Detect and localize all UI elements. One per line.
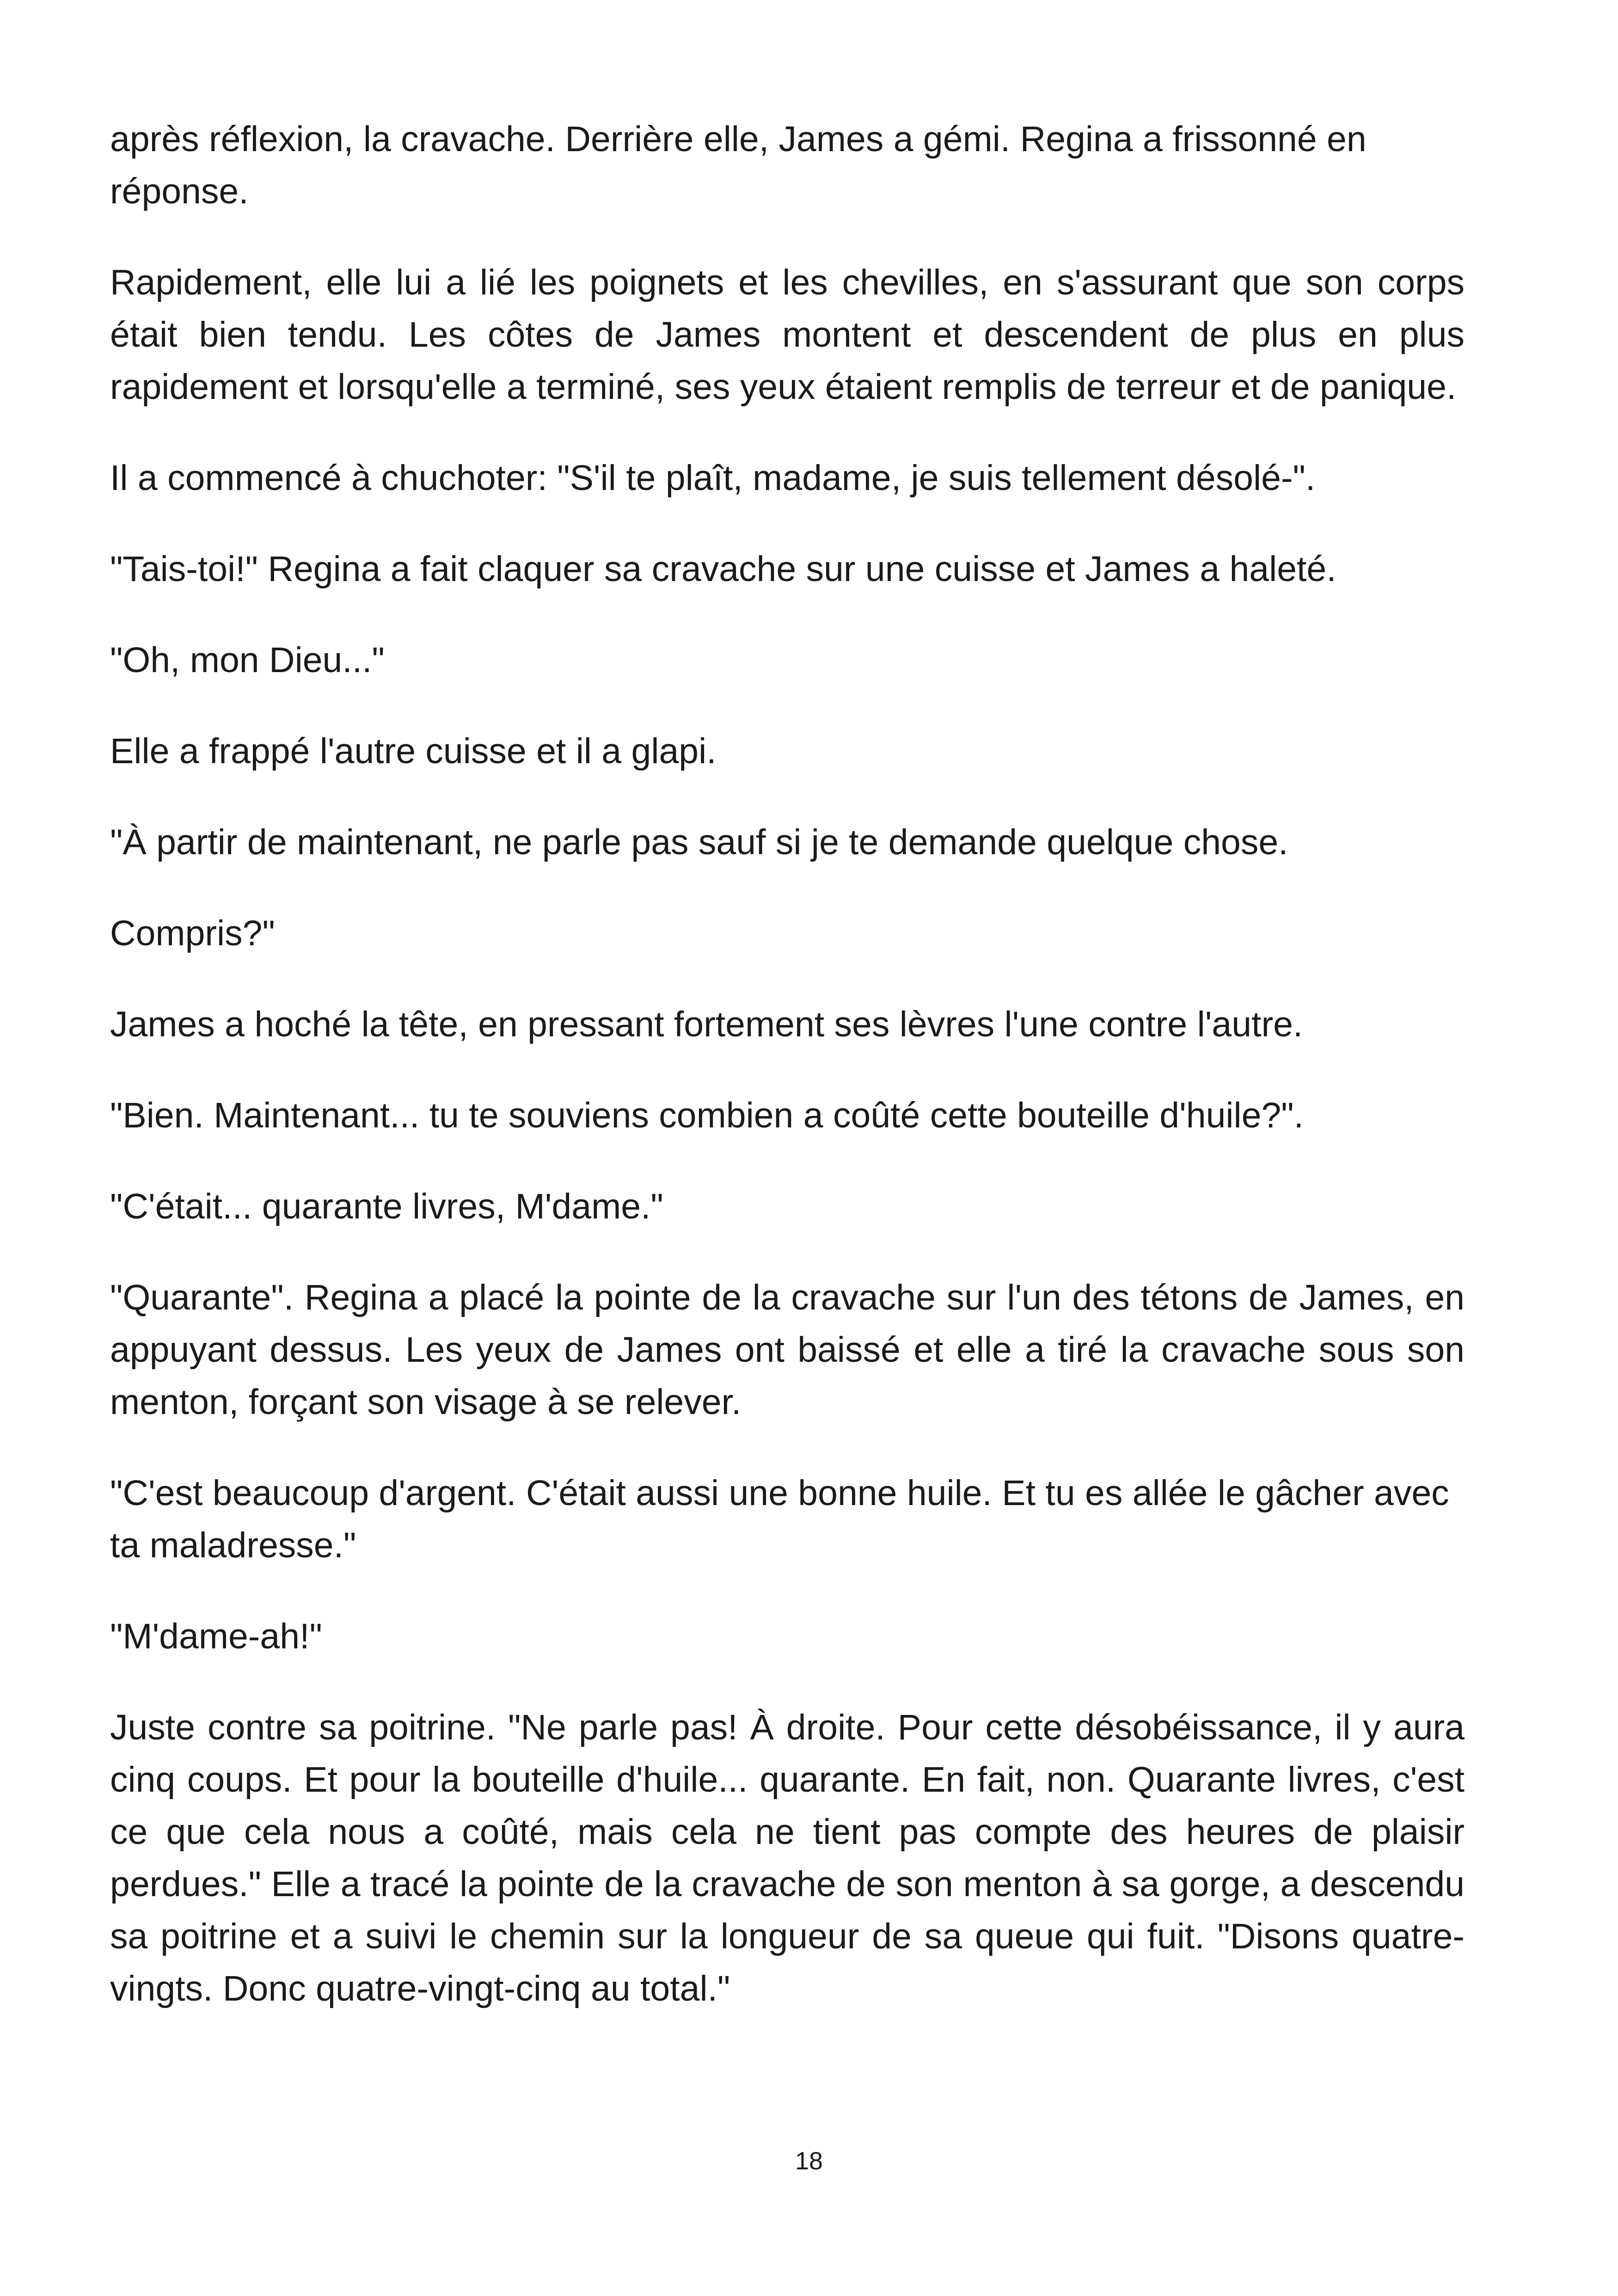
paragraph-2: Rapidement, elle lui a lié les poignets et les chevilles, en s'assurant que son corps était bien tendu. Les côtes de James montent et descendent de plus en plus rapidement et lorsqu'elle a terminé, ses yeux étaient remplis de terreur et de panique. <box>110 263 1465 407</box>
paragraph-3: Il a commencé à chuchoter: "S'il te plaît, madame, je suis tellement désolé-". <box>110 458 1316 498</box>
paragraph-4: "Tais-toi!" Regina a fait claquer sa cravache sur une cuisse et James a haleté. <box>110 549 1336 589</box>
paragraph-1: après réflexion, la cravache. Derrière elle, James a gémi. Regina a frissonné en réponse. <box>110 119 1367 211</box>
paragraph-10: "Bien. Maintenant... tu te souviens combien a coûté cette bouteille d'huile?". <box>110 1096 1304 1135</box>
paragraph-6: Elle a frappé l'autre cuisse et il a glapi. <box>110 731 717 771</box>
body-text <box>110 113 1465 2054</box>
paragraph-8: Compris?" <box>110 913 275 953</box>
paragraph-15: Juste contre sa poitrine. "Ne parle pas! À droite. Pour cette désobéissance, il y aura cinq coups. Et pour la bouteille d'huile... quarante. En fait, non. Quarante livres, c'est ce que cela nous a coûté, mais cela ne tient pas compte des heures de plaisir perdues." Elle a tracé la pointe de la cravache de son menton à sa gorge, a descendu sa poitrine et a suivi le chemin sur la longueur de sa queue qui fuit. "Disons quatre-vingts. Donc quatre-vingt-cinq au total." <box>110 1708 1465 2008</box>
paragraph-14: "M'dame-ah!" <box>110 1616 322 1656</box>
paragraph-5: "Oh, mon Dieu..." <box>110 640 385 680</box>
paragraph-13: "C'est beaucoup d'argent. C'était aussi une bonne huile. Et tu es allée le gâcher avec ta maladresse." <box>110 1473 1449 1565</box>
paragraph-7: "À partir de maintenant, ne parle pas sauf si je te demande quelque chose. <box>110 822 1288 862</box>
paragraph-12: "Quarante". Regina a placé la pointe de la cravache sur l'un des tétons de James, en appuyant dessus. Les yeux de James ont baissé et elle a tiré la cravache sous son menton, forçant son visage à se relever. <box>110 1278 1465 1422</box>
paragraph-9: James a hoché la tête, en pressant fortement ses lèvres l'une contre l'autre. <box>110 1004 1303 1044</box>
page-number: 18 <box>795 2147 823 2175</box>
paragraph-11: "C'était... quarante livres, M'dame." <box>110 1187 663 1226</box>
